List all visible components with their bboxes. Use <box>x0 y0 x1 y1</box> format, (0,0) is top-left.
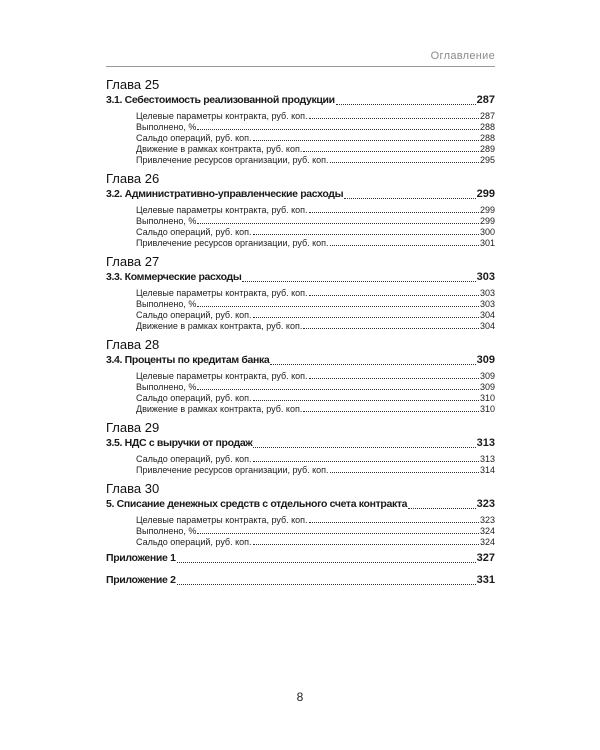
item-page: 288 <box>479 122 495 132</box>
dot-leader <box>197 129 479 130</box>
toc-item[interactable] <box>106 288 495 299</box>
appendix-page: 327 <box>476 552 495 564</box>
item-page: 310 <box>479 393 495 403</box>
dot-leader <box>253 461 479 462</box>
item-label: Сальдо операций, руб. коп. <box>136 310 252 320</box>
appendix-page: 331 <box>476 574 495 586</box>
item-label: Целевые параметры контракта, руб. коп. <box>136 111 308 121</box>
section-label: 3.3. Коммерческие расходы <box>106 271 242 283</box>
toc-item[interactable] <box>106 404 495 415</box>
chapter-title: Глава 28 <box>106 337 160 352</box>
item-page: 303 <box>479 288 495 298</box>
dot-leader <box>253 317 479 318</box>
item-label: Выполнено, % <box>136 122 197 132</box>
dot-leader <box>408 508 476 509</box>
dot-leader <box>330 245 479 246</box>
dot-leader <box>177 584 476 585</box>
section-page: 323 <box>476 498 495 510</box>
item-label: Движение в рамках контракта, руб. коп. <box>136 321 303 331</box>
item-label: Движение в рамках контракта, руб. коп. <box>136 144 303 154</box>
item-label: Выполнено, % <box>136 216 197 226</box>
item-label: Движение в рамках контракта, руб. коп. <box>136 404 303 414</box>
item-page: 310 <box>479 404 495 414</box>
item-label: Выполнено, % <box>136 299 197 309</box>
dot-leader <box>270 364 475 365</box>
appendix-label: Приложение 2 <box>106 574 176 586</box>
item-label: Сальдо операций, руб. коп. <box>136 393 252 403</box>
item-page: 324 <box>479 537 495 547</box>
item-label: Привлечение ресурсов организации, руб. коп. <box>136 155 329 165</box>
chapter-title: Глава 30 <box>106 481 160 496</box>
toc-chapter-30 <box>106 481 495 548</box>
toc-item[interactable] <box>106 122 495 133</box>
item-label: Целевые параметры контракта, руб. коп. <box>136 515 308 525</box>
item-page: 301 <box>479 238 495 248</box>
toc-section-entry[interactable] <box>106 269 495 285</box>
toc-item[interactable] <box>106 454 495 465</box>
item-label: Привлечение ресурсов организации, руб. коп. <box>136 465 329 475</box>
chapter-title: Глава 29 <box>106 420 160 435</box>
section-page: 287 <box>476 94 495 106</box>
toc-section-entry[interactable] <box>106 92 495 108</box>
item-label: Выполнено, % <box>136 382 197 392</box>
item-page: 304 <box>479 321 495 331</box>
item-page: 323 <box>479 515 495 525</box>
item-label: Целевые параметры контракта, руб. коп. <box>136 288 308 298</box>
item-label: Целевые параметры контракта, руб. коп. <box>136 371 308 381</box>
item-page: 300 <box>479 227 495 237</box>
item-page: 313 <box>479 454 495 464</box>
dot-leader <box>242 281 475 282</box>
item-label: Целевые параметры контракта, руб. коп. <box>136 205 308 215</box>
section-label: 3.4. Проценты по кредитам банка <box>106 354 270 366</box>
dot-leader <box>303 411 479 412</box>
toc-chapter-26 <box>106 171 495 249</box>
toc-item[interactable] <box>106 299 495 310</box>
item-page: 299 <box>479 216 495 226</box>
toc-appendices <box>106 550 495 588</box>
dot-leader <box>197 533 479 534</box>
dot-leader <box>309 212 479 213</box>
section-label: 3.1. Себестоимость реализованной продукции <box>106 94 335 106</box>
item-page: 287 <box>479 111 495 121</box>
dot-leader <box>253 544 479 545</box>
item-page: 303 <box>479 299 495 309</box>
item-page: 289 <box>479 144 495 154</box>
item-page: 309 <box>479 382 495 392</box>
running-header: Оглавление <box>430 50 495 62</box>
toc-appendix-entry[interactable] <box>106 572 495 588</box>
toc-section-entry[interactable] <box>106 352 495 368</box>
section-page: 313 <box>476 437 495 449</box>
toc-item[interactable] <box>106 111 495 122</box>
page-number: 8 <box>296 690 304 704</box>
dot-leader <box>336 104 476 105</box>
dot-leader <box>253 447 475 448</box>
toc-item[interactable] <box>106 216 495 227</box>
toc-section-entry[interactable] <box>106 435 495 451</box>
dot-leader <box>197 389 479 390</box>
chapter-title: Глава 27 <box>106 254 160 269</box>
section-page: 299 <box>476 188 495 200</box>
item-page: 304 <box>479 310 495 320</box>
toc-item[interactable] <box>106 310 495 321</box>
item-page: 309 <box>479 371 495 381</box>
toc-item[interactable] <box>106 382 495 393</box>
dot-leader <box>303 328 479 329</box>
item-label: Сальдо операций, руб. коп. <box>136 454 252 464</box>
section-page: 309 <box>476 354 495 366</box>
section-label: 5. Списание денежных средств с отдельного счета контракта <box>106 498 408 510</box>
dot-leader <box>253 234 479 235</box>
dot-leader <box>344 198 475 199</box>
appendix-label: Приложение 1 <box>106 552 176 564</box>
dot-leader <box>253 140 479 141</box>
toc-chapter-27 <box>106 254 495 332</box>
toc-item[interactable] <box>106 321 495 332</box>
dot-leader <box>253 400 479 401</box>
item-page: 324 <box>479 526 495 536</box>
toc-item[interactable] <box>106 537 495 548</box>
toc-item[interactable] <box>106 465 495 476</box>
section-label: 3.2. Административно-управленческие расходы <box>106 188 344 200</box>
dot-leader <box>309 118 479 119</box>
item-page: 299 <box>479 205 495 215</box>
item-label: Сальдо операций, руб. коп. <box>136 537 252 547</box>
dot-leader <box>197 223 479 224</box>
dot-leader <box>309 378 479 379</box>
toc-item[interactable] <box>106 144 495 155</box>
item-label: Привлечение ресурсов организации, руб. коп. <box>136 238 329 248</box>
item-label: Сальдо операций, руб. коп. <box>136 227 252 237</box>
item-label: Выполнено, % <box>136 526 197 536</box>
item-label: Сальдо операций, руб. коп. <box>136 133 252 143</box>
header-rule <box>106 66 495 67</box>
toc-chapter-28 <box>106 337 495 415</box>
toc-chapter-25 <box>106 77 495 166</box>
toc-item[interactable] <box>106 133 495 144</box>
item-page: 314 <box>479 465 495 475</box>
section-page: 303 <box>476 271 495 283</box>
dot-leader <box>309 522 479 523</box>
toc-item[interactable] <box>106 393 495 404</box>
toc-item[interactable] <box>106 526 495 537</box>
item-page: 288 <box>479 133 495 143</box>
toc-item[interactable] <box>106 155 495 166</box>
dot-leader <box>330 472 479 473</box>
toc-chapter-29 <box>106 420 495 476</box>
toc-item[interactable] <box>106 371 495 382</box>
section-label: 3.5. НДС с выручки от продаж <box>106 437 253 449</box>
toc-item[interactable] <box>106 238 495 249</box>
toc-section-entry[interactable] <box>106 186 495 202</box>
item-page: 295 <box>479 155 495 165</box>
dot-leader <box>309 295 479 296</box>
chapter-title: Глава 25 <box>106 77 160 92</box>
dot-leader <box>330 162 479 163</box>
toc-item[interactable] <box>106 205 495 216</box>
chapter-title: Глава 26 <box>106 171 160 186</box>
dot-leader <box>197 306 479 307</box>
toc-appendix-entry[interactable] <box>106 550 495 566</box>
table-of-contents <box>106 77 495 594</box>
toc-item[interactable] <box>106 227 495 238</box>
dot-leader <box>303 151 479 152</box>
toc-section-entry[interactable] <box>106 496 495 512</box>
toc-item[interactable] <box>106 515 495 526</box>
dot-leader <box>177 562 476 563</box>
